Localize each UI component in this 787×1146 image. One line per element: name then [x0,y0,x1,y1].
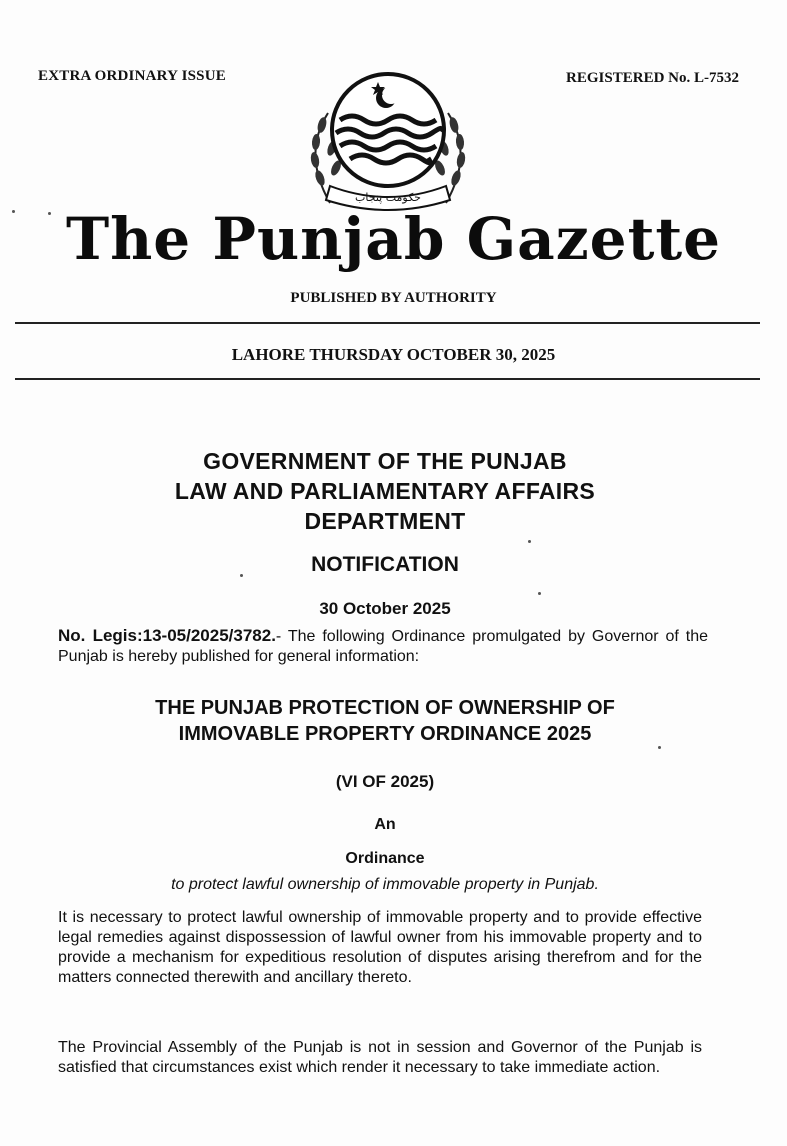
published-by-authority: PUBLISHED BY AUTHORITY [290,290,497,306]
ordinance-number: (VI OF 2025) [335,772,435,791]
department-line-3: DEPARTMENT [304,508,466,534]
scan-speck [12,210,15,213]
notification-text [58,626,708,667]
scan-speck [538,592,541,595]
ordinance-an: An [374,816,396,833]
punjab-government-emblem-icon [300,68,476,218]
notification-date: 30 October 2025 [319,599,451,618]
ordinance-word: Ordinance [345,850,425,867]
scan-speck [658,746,661,749]
preamble-paragraph-1: It is necessary to protect lawful ownership of immovable property and to provide effective legal remedies against dispossession of lawful owner from his immovable property and to provide a mechanism for expeditious resolution of disputes arising therefrom and for the matters connected therewith and ancillary thereto. [58,909,702,986]
scan-speck [240,574,243,577]
issue-dateline: LAHORE THURSDAY OCTOBER 30, 2025 [231,345,556,364]
ordinance-purpose: to protect lawful ownership of immovable property in Punjab. [171,876,599,893]
registration-number: REGISTERED No. L-7532 [566,70,739,86]
top-divider [15,322,760,324]
department-line-2: LAW AND PARLIAMENTARY AFFAIRS [174,478,596,504]
ordinance-title-line-1: THE PUNJAB PROTECTION OF OWNERSHIP OF [155,697,615,719]
scan-speck [48,212,51,215]
emblem-urdu-text: حکومت پنجاب [355,191,421,204]
ordinance-title-line-2: IMMOVABLE PROPERTY ORDINANCE 2025 [178,723,592,745]
gazette-masthead-title: The Punjab Gazette [65,205,722,273]
notification-heading: NOTIFICATION [311,553,459,576]
notification-body: - The following Ordinance promulgated by Governor of the Punjab is hereby published for general information: [58,628,708,665]
ordinance-title [0,695,770,747]
department-line-1: GOVERNMENT OF THE PUNJAB [203,448,567,474]
scan-speck [528,540,531,543]
issue-type-label: EXTRA ORDINARY ISSUE [38,68,226,84]
preamble-paragraph-2: The Provincial Assembly of the Punjab is not in session and Governor of the Punjab is satisfied that circumstances exist which render it necessary to take immediate action. [58,1039,702,1076]
department-heading [0,446,770,536]
notification-number: No. Legis:13-05/2025/3782. [58,626,276,645]
bottom-divider [15,378,760,380]
